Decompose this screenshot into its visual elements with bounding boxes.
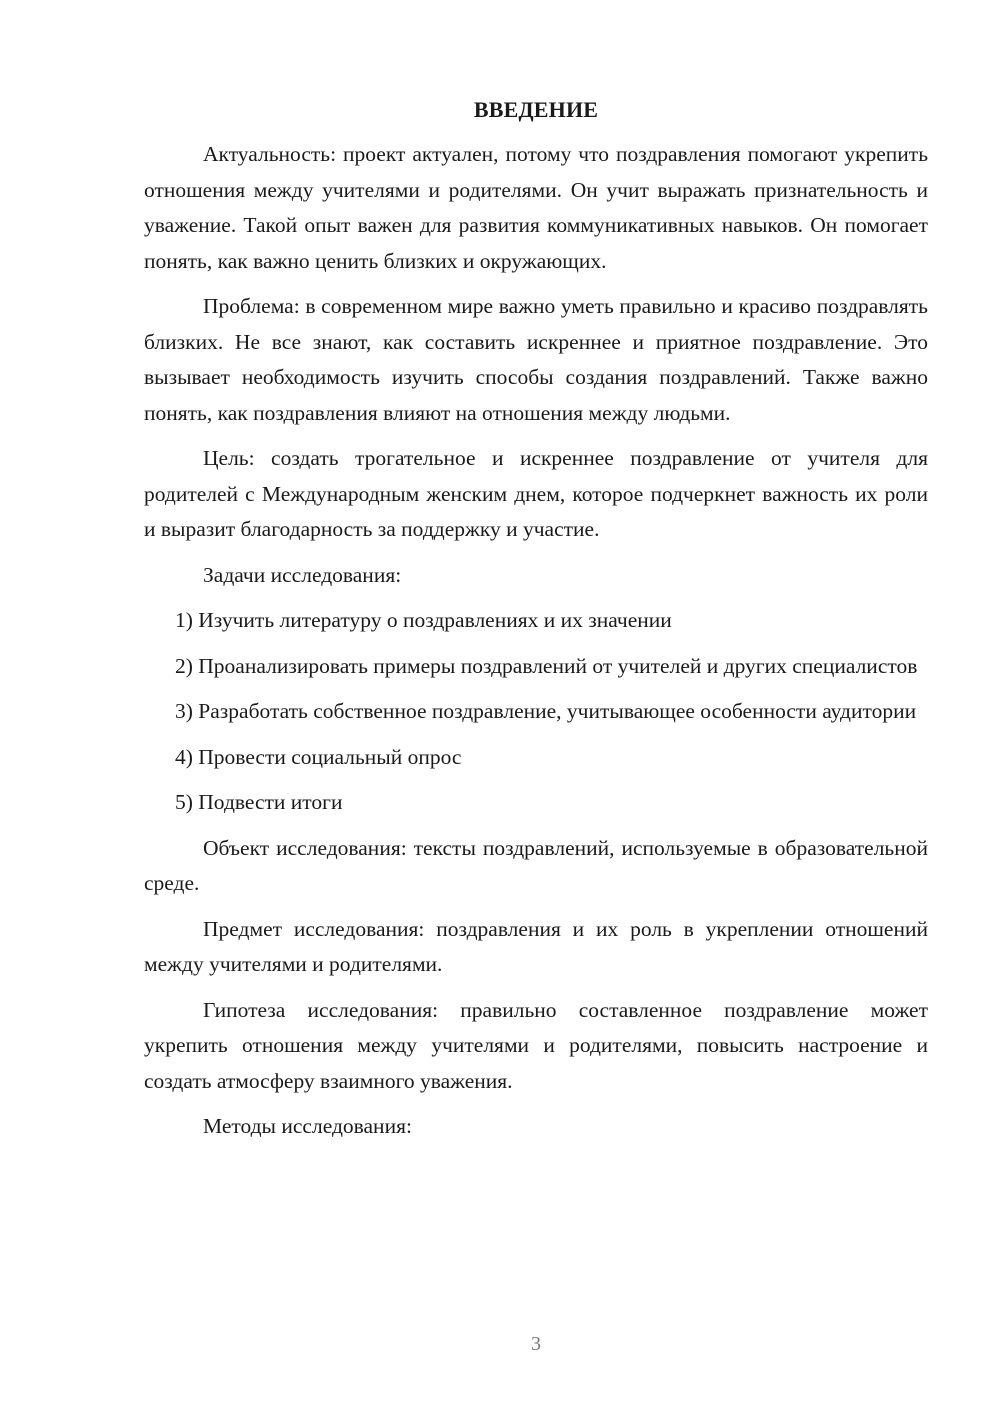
page-title: ВВЕДЕНИЕ (473, 97, 599, 122)
paragraph-methods-heading: Методы исследования: (203, 1114, 412, 1138)
paragraph-hypothesis: Гипотеза исследования: правильно составленное поздравление может укрепить отношения между учителями и родителями, повысить настроение и создать атмосферу взаимного уважения. (144, 997, 928, 1093)
paragraph-subject: Предмет исследования: поздравления и их роль в укреплении отношений между учителями и родителями. (144, 916, 928, 976)
task-item-1: 1) Изучить литературу о поздравлениях и их значении (175, 608, 672, 632)
paragraph-problem: Проблема: в современном мире важно уметь правильно и красиво поздравлять близких. Не все знают, как составить искреннее и приятное поздравление. Это вызывает необходимость изучить способы создания поздравлений. Также важно понять, как поздравления влияют на отношения между людьми. (144, 294, 928, 425)
paragraph-object: Объект исследования: тексты поздравлений, используемые в образовательной среде. (144, 835, 928, 895)
paragraph-relevance: Актуальность: проект актуален, потому что поздравления помогают укрепить отношения между учителями и родителями. Он учит выражать признательность и уважение. Такой опыт важен для развития коммуникативных навыков. Он помогает понять, как важно ценить близких и окружающих. (144, 142, 928, 273)
paragraph-tasks-heading: Задачи исследования: (203, 562, 402, 587)
paragraph-goal: Цель: создать трогательное и искреннее поздравление от учителя для родителей с Международным женским днем, которое подчеркнет важность их роли и выразит благодарность за поддержку и участие. (144, 446, 928, 541)
document-page (144, 92, 928, 1155)
task-item-3: 3) Разработать собственное поздравление, учитывающее особенности аудитории (175, 699, 917, 723)
task-item-4: 4) Провести социальный опрос (175, 744, 462, 769)
page-number: 3 (531, 1333, 541, 1355)
task-item-5: 5) Подвести итоги (175, 790, 343, 814)
task-item-2: 2) Проанализировать примеры поздравлений от учителей и других специалистов (175, 653, 918, 678)
